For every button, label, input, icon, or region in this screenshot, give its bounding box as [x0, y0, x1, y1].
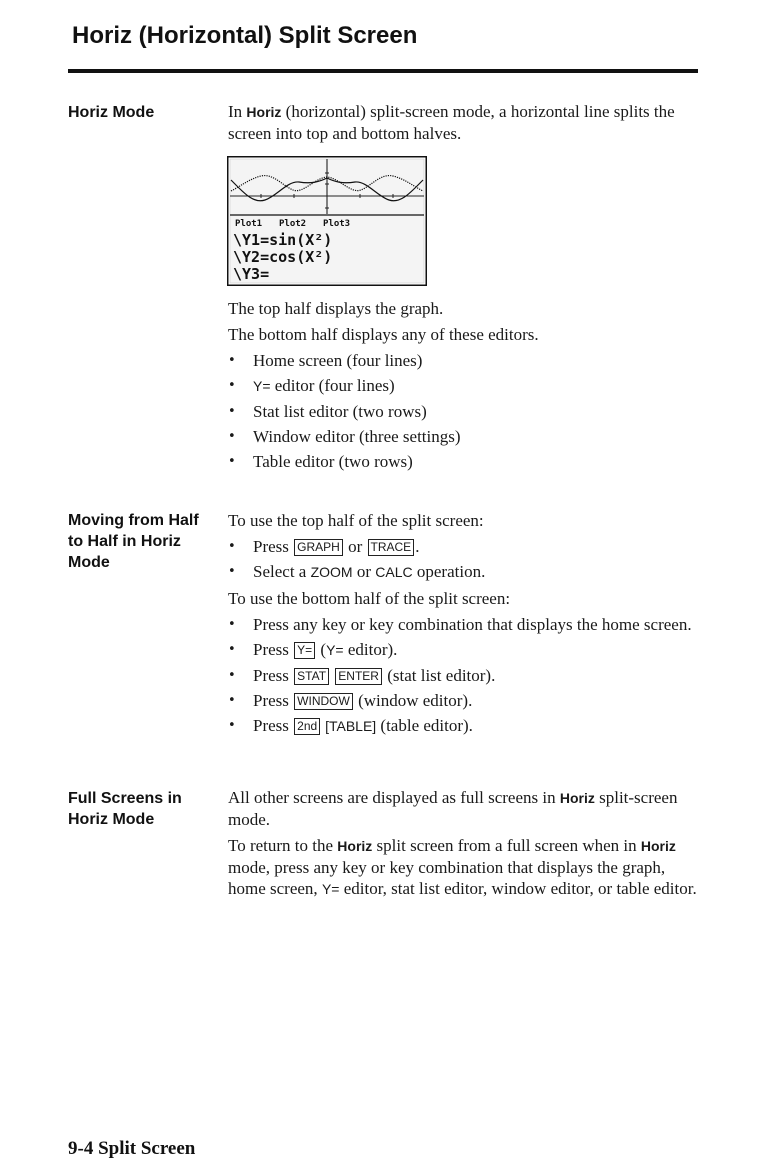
text: (table editor).	[376, 716, 473, 735]
text: (window editor).	[353, 691, 473, 710]
list-item	[228, 536, 698, 557]
heading-line: Full Screens in	[68, 790, 182, 807]
section-heading-moving	[68, 510, 218, 573]
list-item: • Press any key or key combination that displays the home screen.	[228, 614, 698, 635]
text: Press	[253, 666, 294, 685]
text: Press	[253, 716, 294, 735]
calculator-screen-svg	[227, 156, 427, 286]
trace-key: TRACE	[368, 539, 415, 556]
text: or	[343, 537, 367, 556]
title-rule	[68, 69, 698, 73]
text: To return to the	[228, 836, 338, 855]
list-item	[228, 690, 698, 711]
plot3-label: Plot3	[323, 219, 351, 229]
heading-line: Mode	[68, 554, 110, 571]
text: editor (four lines)	[270, 376, 395, 395]
horiz-keyword: Horiz	[640, 838, 676, 854]
ui-text: Y=	[321, 881, 340, 897]
list-item	[228, 639, 698, 661]
calculator-screen	[227, 156, 427, 291]
horiz-keyword: Horiz	[559, 790, 595, 806]
text: Press	[253, 640, 294, 659]
ui-text: Y=	[253, 378, 271, 394]
horiz-keyword: Horiz	[337, 838, 373, 854]
text: All other screens are displayed as full screens in	[228, 788, 560, 807]
heading-line: Horiz Mode	[68, 104, 155, 121]
bottom-half-list	[228, 614, 698, 737]
heading-line: Moving from Half	[68, 512, 199, 529]
full-screens-paragraph	[228, 787, 698, 830]
editors-list	[228, 350, 698, 472]
paragraph-bottom-half: The bottom half displays any of these editors.	[228, 325, 539, 344]
horiz-keyword: Horiz	[246, 104, 282, 120]
text: editor, stat list editor, window editor, or table editor.	[339, 879, 697, 898]
y2-line: \Y2=cos(X²)	[233, 248, 333, 266]
section-heading-full-screens	[68, 788, 218, 830]
text: (stat list editor).	[382, 666, 496, 685]
text: editor).	[343, 640, 398, 659]
ui-text: [TABLE]	[321, 718, 377, 734]
page-footer: 9-4 Split Screen	[68, 1138, 196, 1159]
text: Press	[253, 537, 294, 556]
y1-line: \Y1=sin(X²)	[233, 231, 333, 249]
stat-key: STAT	[294, 668, 329, 685]
section-body-full-screens	[228, 787, 698, 905]
ui-text: Y=	[326, 642, 344, 658]
zoom-label: ZOOM	[310, 564, 353, 580]
return-paragraph	[228, 835, 698, 900]
list-item: • Window editor (three settings)	[228, 426, 698, 447]
list-item: • Home screen (four lines)	[228, 350, 698, 371]
graph-key: GRAPH	[294, 539, 343, 556]
text: In	[228, 102, 247, 121]
text: split screen from a full screen when in	[372, 836, 641, 855]
y-equals-key: Y=	[294, 642, 315, 659]
plot2-label: Plot2	[279, 219, 307, 229]
heading-line: to Half in Horiz	[68, 533, 181, 550]
list-item	[228, 375, 698, 397]
section-body-moving	[228, 510, 698, 742]
text: split-screen mode.	[228, 788, 678, 829]
text: operation.	[412, 562, 486, 581]
list-item: • Table editor (two rows)	[228, 451, 698, 472]
list-item	[228, 715, 698, 737]
section-body-horiz-mode	[228, 101, 698, 149]
section-heading-horiz-mode	[68, 102, 218, 123]
plot1-label: Plot1	[235, 219, 263, 229]
paragraph-top-half: The top half displays the graph.	[228, 299, 444, 318]
heading-line: Horiz Mode	[68, 811, 155, 828]
y3-line: \Y3=	[233, 265, 270, 283]
top-half-intro: To use the top half of the split screen:	[228, 511, 484, 530]
second-key: 2nd	[294, 718, 320, 735]
text: (	[316, 640, 327, 659]
text: Press	[253, 691, 294, 710]
list-item: • Stat list editor (two rows)	[228, 401, 698, 422]
list-item	[228, 665, 698, 686]
intro-paragraph	[228, 101, 698, 144]
top-half-list	[228, 536, 698, 583]
text: or	[352, 562, 376, 581]
text: (horizontal) split-screen mode, a horizontal line splits the screen into top and bottom halves.	[228, 102, 675, 143]
calc-label: CALC	[375, 564, 413, 580]
section-body-editors	[228, 298, 698, 477]
text: Select a	[253, 562, 311, 581]
page-title: Horiz (Horizontal) Split Screen	[72, 22, 418, 49]
bottom-half-intro: To use the bottom half of the split screen:	[228, 589, 511, 608]
enter-key: ENTER	[335, 668, 382, 685]
list-item	[228, 561, 698, 583]
text: mode, press any key or key combination that displays the graph, home screen,	[228, 858, 666, 898]
window-key: WINDOW	[294, 693, 353, 710]
text: .	[415, 537, 420, 556]
